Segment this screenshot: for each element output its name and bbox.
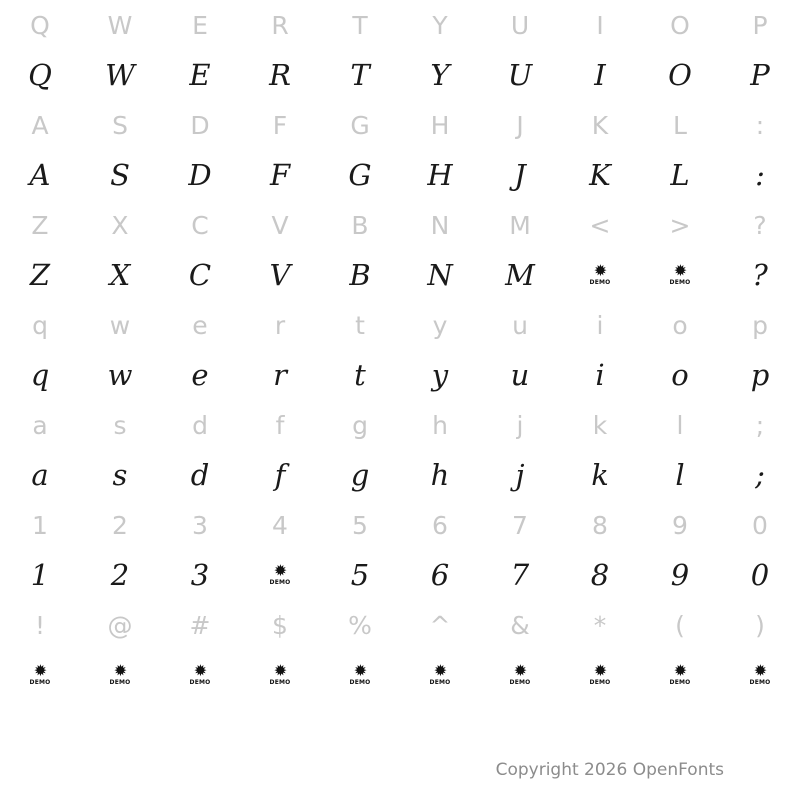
glyph-cell: N — [427, 257, 453, 292]
demo-watermark-icon: ✹ DEMO — [189, 661, 211, 686]
glyph-cell: E — [192, 10, 208, 40]
glyph-cell: 7 — [512, 510, 528, 540]
glyph-cell: Z — [29, 257, 51, 292]
glyph-cell: i — [595, 357, 605, 392]
glyph-cell: M — [509, 210, 531, 240]
glyph-cell: O — [670, 10, 690, 40]
glyph-cell: B — [349, 257, 371, 292]
glyph-cell: r — [273, 357, 287, 392]
glyph-cell: W — [105, 57, 135, 92]
glyph-cell: & — [510, 610, 530, 640]
glyph-cell: B — [351, 210, 369, 240]
glyph-cell: G — [350, 110, 370, 140]
glyph-cell: 3 — [190, 557, 210, 592]
glyph-cell: g — [350, 457, 370, 492]
glyph-cell: ) — [755, 610, 765, 640]
glyph-cell: J — [514, 157, 526, 192]
glyph-cell: 6 — [432, 510, 448, 540]
glyph-cell: 2 — [112, 510, 128, 540]
glyph-cell: G — [348, 157, 372, 192]
glyph-cell: a — [32, 410, 48, 440]
glyph-cell: g — [352, 410, 368, 440]
copyright-notice: Copyright 2026 OpenFonts — [495, 760, 724, 780]
glyph-cell: ( — [675, 610, 685, 640]
glyph-cell: 3 — [192, 510, 208, 540]
glyph-cell: U — [510, 10, 530, 40]
glyph-cell: # — [189, 610, 211, 640]
glyph-cell: H — [427, 157, 453, 192]
glyph-cell: 4 — [272, 510, 288, 540]
demo-watermark-icon: ✹ DEMO — [669, 661, 691, 686]
glyph-cell: w — [109, 310, 131, 340]
glyph-cell: I — [594, 57, 606, 92]
glyph-cell: J — [516, 110, 524, 140]
glyph-cell: X — [111, 210, 129, 240]
glyph-cell: F — [269, 157, 291, 192]
glyph-cell: R — [269, 57, 291, 92]
glyph-cell: s — [112, 457, 128, 492]
glyph-cell: P — [750, 57, 770, 92]
glyph-cell: y — [431, 357, 449, 392]
demo-watermark-icon: ✹ DEMO — [29, 661, 51, 686]
glyph-cell: 9 — [672, 510, 688, 540]
glyph-cell: i — [596, 310, 604, 340]
glyph-cell: S — [112, 110, 128, 140]
demo-watermark-icon: ✹ DEMO — [109, 661, 131, 686]
demo-watermark-icon: ✹ DEMO — [749, 661, 771, 686]
glyph-cell: 1 — [32, 510, 48, 540]
demo-watermark-icon: ✹ DEMO — [349, 661, 371, 686]
glyph-cell: ? — [753, 210, 767, 240]
glyph-cell: Q — [28, 57, 52, 92]
glyph-cell: l — [676, 410, 684, 440]
glyph-cell: C — [191, 210, 209, 240]
glyph-cell: q — [30, 357, 50, 392]
glyph-cell: I — [596, 10, 604, 40]
glyph-cell: 2 — [110, 557, 130, 592]
glyph-cell: d — [192, 410, 208, 440]
glyph-cell: % — [348, 610, 372, 640]
glyph-cell: 1 — [30, 557, 50, 592]
glyph-cell: K — [589, 157, 611, 192]
glyph-cell: 5 — [350, 557, 370, 592]
glyph-cell: M — [505, 257, 535, 292]
glyph-cell: e — [191, 357, 209, 392]
glyph-cell: V — [269, 257, 291, 292]
glyph-cell: $ — [272, 610, 288, 640]
glyph-cell: t — [355, 310, 365, 340]
glyph-cell: T — [350, 57, 370, 92]
glyph-cell: k — [592, 410, 608, 440]
glyph-cell: 0 — [752, 510, 768, 540]
glyph-cell: N — [430, 210, 450, 240]
glyph-cell: L — [670, 157, 690, 192]
glyph-cell: D — [188, 157, 212, 192]
glyph-cell: D — [190, 110, 210, 140]
demo-watermark-icon: ✹ DEMO — [269, 661, 291, 686]
glyph-cell: F — [272, 110, 288, 140]
glyph-cell: ; — [755, 457, 765, 492]
glyph-cell: k — [591, 457, 609, 492]
glyph-cell: a — [31, 457, 49, 492]
glyph-cell: l — [675, 457, 685, 492]
glyph-cell: u — [512, 310, 528, 340]
glyph-cell: ! — [34, 610, 46, 640]
glyph-cell: * — [593, 610, 607, 640]
glyph-cell: Z — [31, 210, 49, 240]
glyph-cell: A — [31, 110, 49, 140]
glyph-cell: q — [32, 310, 48, 340]
glyph-cell: h — [432, 410, 448, 440]
glyph-cell: Y — [430, 57, 450, 92]
glyph-cell: f — [274, 457, 286, 492]
glyph-cell: T — [352, 10, 368, 40]
demo-watermark-icon: ✹ DEMO — [509, 661, 531, 686]
glyph-cell: R — [271, 10, 289, 40]
glyph-cell: j — [516, 410, 524, 440]
glyph-cell: U — [507, 57, 533, 92]
glyph-cell: ? — [752, 257, 768, 292]
glyph-cell: 8 — [592, 510, 608, 540]
glyph-cell: C — [188, 257, 212, 292]
glyph-cell: X — [109, 257, 131, 292]
glyph-cell: Q — [30, 10, 50, 40]
glyph-cell: o — [671, 357, 689, 392]
glyph-cell: 9 — [670, 557, 690, 592]
glyph-cell: 0 — [750, 557, 770, 592]
glyph-cell: V — [271, 210, 289, 240]
demo-watermark-icon: ✹ DEMO — [269, 561, 291, 586]
glyph-cell: y — [432, 310, 448, 340]
demo-watermark-icon: ✹ DEMO — [589, 261, 611, 286]
glyph-cell: u — [510, 357, 530, 392]
glyph-cell: P — [752, 10, 768, 40]
glyph-cell: : — [755, 157, 765, 192]
glyph-cell: > — [669, 210, 691, 240]
glyph-cell: K — [591, 110, 609, 140]
glyph-cell: 6 — [430, 557, 450, 592]
glyph-cell: E — [189, 57, 211, 92]
glyph-cell: j — [515, 457, 525, 492]
glyph-cell: ^ — [429, 610, 451, 640]
glyph-cell: O — [668, 57, 692, 92]
glyph-cell: Y — [432, 10, 448, 40]
glyph-cell: h — [430, 457, 450, 492]
glyph-cell: < — [589, 210, 611, 240]
glyph-cell: t — [354, 357, 366, 392]
glyph-cell: d — [190, 457, 210, 492]
demo-watermark-icon: ✹ DEMO — [429, 661, 451, 686]
glyph-cell: : — [755, 110, 765, 140]
glyph-cell: w — [107, 357, 133, 392]
demo-watermark-icon: ✹ DEMO — [669, 261, 691, 286]
glyph-cell: A — [29, 157, 51, 192]
glyph-cell: p — [752, 310, 768, 340]
glyph-cell: 7 — [510, 557, 530, 592]
glyph-cell: 8 — [590, 557, 610, 592]
glyph-cell: S — [110, 157, 130, 192]
glyph-cell: 5 — [352, 510, 368, 540]
glyph-cell: e — [192, 310, 208, 340]
glyph-cell: H — [430, 110, 450, 140]
glyph-cell: o — [672, 310, 688, 340]
glyph-cell: @ — [107, 610, 133, 640]
glyph-cell: ; — [755, 410, 765, 440]
glyph-cell: L — [673, 110, 687, 140]
glyph-cell: p — [750, 357, 770, 392]
demo-watermark-icon: ✹ DEMO — [589, 661, 611, 686]
glyph-cell: r — [274, 310, 286, 340]
glyph-cell: W — [107, 10, 133, 40]
glyph-cell: s — [113, 410, 127, 440]
glyph-cell: f — [275, 410, 285, 440]
